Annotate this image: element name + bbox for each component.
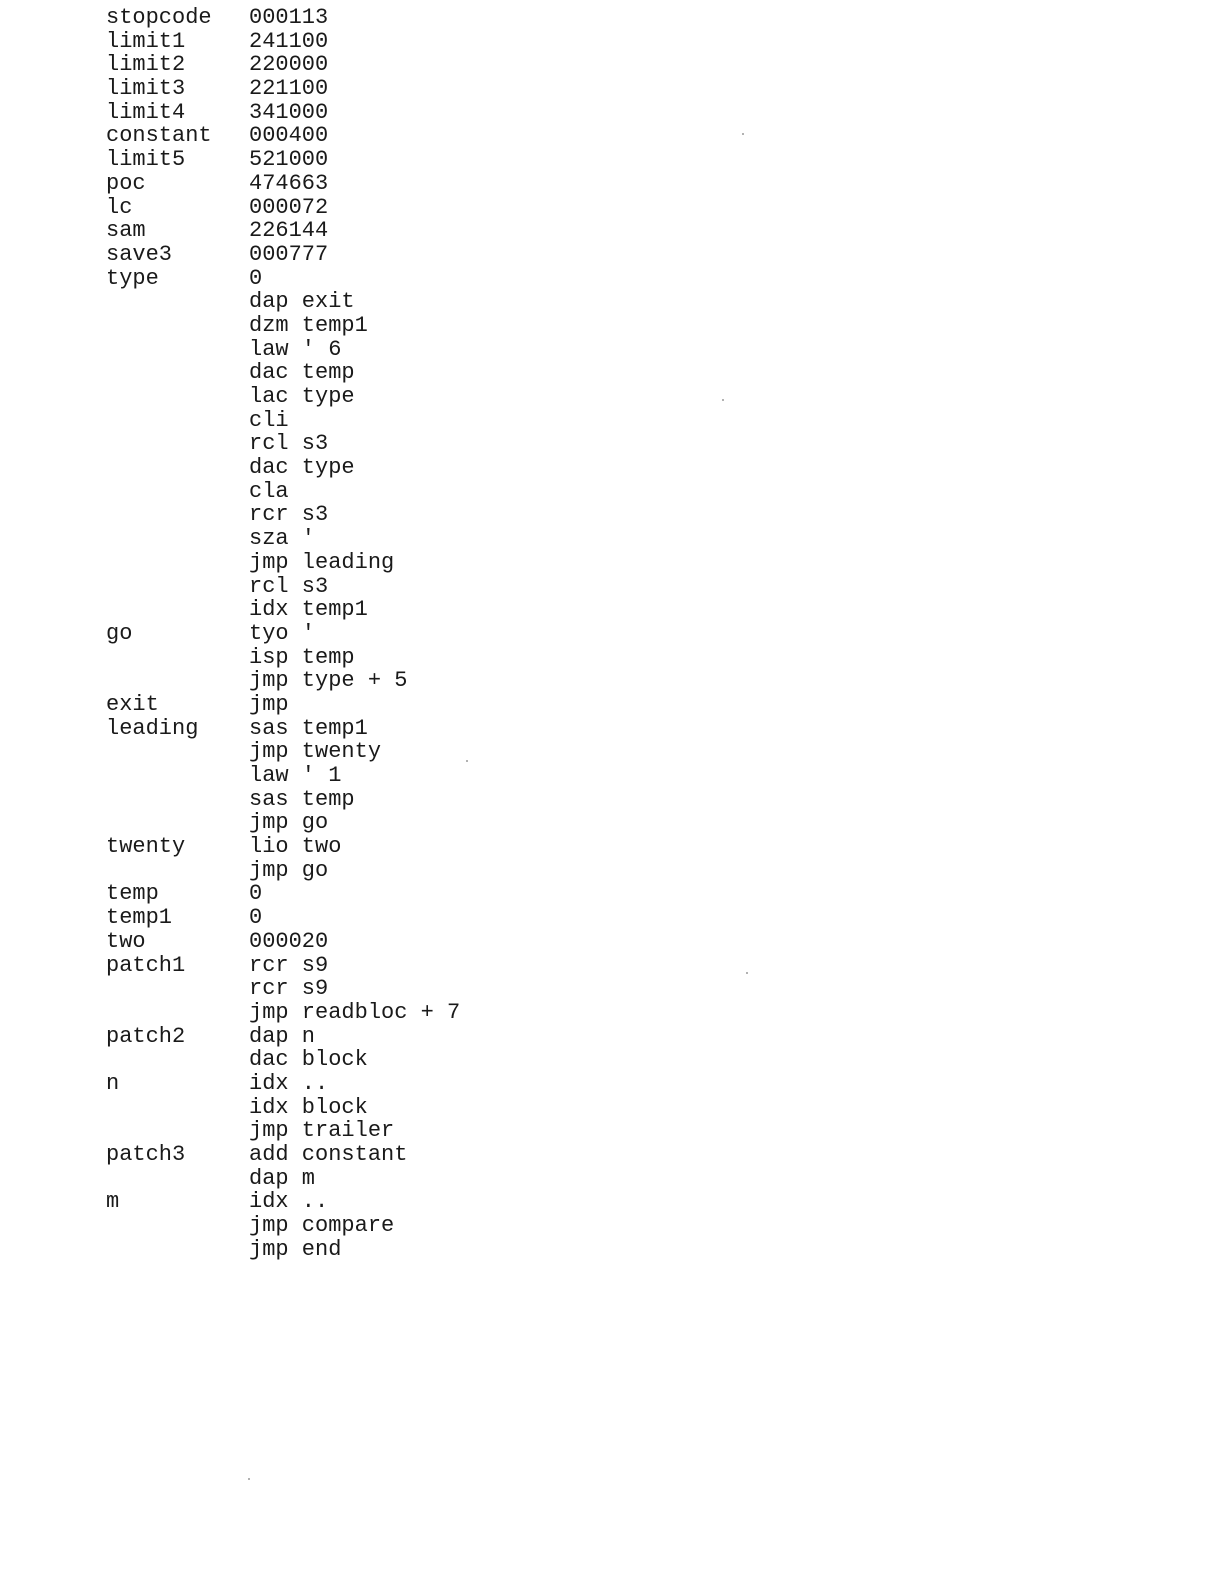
instruction: dac temp	[249, 360, 355, 386]
symbol-label	[106, 1238, 249, 1262]
symbol-label: temp	[106, 881, 159, 907]
listing-row	[106, 30, 626, 54]
listing-row	[106, 835, 626, 859]
instruction: jmp leading	[249, 549, 395, 575]
listing-row	[106, 503, 626, 527]
instruction: dzm temp1	[249, 312, 368, 338]
listing-row	[106, 480, 626, 504]
instruction: sza '	[249, 526, 316, 552]
listing-row	[106, 314, 626, 338]
listing-row	[106, 551, 626, 575]
instruction: 000072	[249, 194, 329, 220]
instruction: sas temp	[249, 786, 355, 812]
listing-row	[106, 409, 626, 433]
instruction: 0	[249, 881, 263, 907]
symbol-label	[106, 338, 249, 362]
listing-row	[106, 930, 626, 954]
instruction: jmp go	[249, 810, 329, 836]
symbol-label: m	[106, 1189, 120, 1215]
paper-speck	[722, 399, 724, 401]
paper-speck	[742, 133, 744, 135]
listing-row	[106, 243, 626, 267]
listing-row	[106, 811, 626, 835]
symbol-label	[106, 290, 249, 314]
listing-row	[106, 53, 626, 77]
symbol-label: patch2	[106, 1023, 186, 1049]
paper-speck	[466, 760, 468, 762]
symbol-label: save3	[106, 241, 173, 267]
symbol-label: limit3	[106, 76, 186, 102]
symbol-label: two	[106, 928, 146, 954]
listing-row	[106, 148, 626, 172]
symbol-label	[106, 977, 249, 1001]
instruction: 221100	[249, 76, 329, 102]
instruction: rcr s9	[249, 952, 329, 978]
instruction: rcl s3	[249, 431, 329, 457]
symbol-label	[106, 409, 249, 433]
listing-row	[106, 527, 626, 551]
listing-row	[106, 1096, 626, 1120]
paper-speck	[746, 972, 748, 974]
listing-row	[106, 432, 626, 456]
listing-row	[106, 788, 626, 812]
listing-row	[106, 77, 626, 101]
listing-row	[106, 954, 626, 978]
listing-row	[106, 1025, 626, 1049]
listing-row	[106, 717, 626, 741]
listing-row	[106, 1119, 626, 1143]
listing-row	[106, 1238, 626, 1262]
symbol-label	[106, 811, 249, 835]
listing-row	[106, 1167, 626, 1191]
symbol-label	[106, 527, 249, 551]
instruction: 220000	[249, 52, 329, 78]
listing-row	[106, 740, 626, 764]
instruction: law ' 6	[249, 336, 342, 362]
symbol-label: patch1	[106, 952, 186, 978]
listing-row	[106, 764, 626, 788]
symbol-label	[106, 1214, 249, 1238]
symbol-label	[106, 551, 249, 575]
symbol-label	[106, 314, 249, 338]
symbol-label	[106, 575, 249, 599]
instruction: 000020	[249, 928, 329, 954]
listing-row	[106, 906, 626, 930]
instruction: jmp readbloc + 7	[249, 999, 461, 1025]
listing-row	[106, 598, 626, 622]
instruction: 000400	[249, 123, 329, 149]
assembly-listing	[106, 6, 626, 1261]
listing-row	[106, 882, 626, 906]
instruction: dap n	[249, 1023, 316, 1049]
symbol-label	[106, 859, 249, 883]
listing-row	[106, 622, 626, 646]
listing-row	[106, 977, 626, 1001]
symbol-label	[106, 480, 249, 504]
symbol-label	[106, 1001, 249, 1025]
symbol-label: limit1	[106, 28, 186, 54]
instruction: law ' 1	[249, 763, 342, 788]
instruction: 474663	[249, 170, 329, 196]
listing-row	[106, 859, 626, 883]
instruction: jmp type + 5	[249, 668, 408, 694]
symbol-label	[106, 598, 249, 622]
instruction: cla	[249, 478, 289, 504]
listing-row	[106, 456, 626, 480]
listing-row	[106, 290, 626, 314]
listing-row	[106, 693, 626, 717]
instruction: jmp	[249, 691, 289, 717]
instruction: 226144	[249, 218, 329, 244]
instruction: isp temp	[249, 644, 355, 670]
instruction: 0	[249, 265, 263, 291]
instruction: cli	[249, 407, 289, 433]
instruction: rcl s3	[249, 573, 329, 599]
symbol-label	[106, 669, 249, 693]
instruction: 521000	[249, 147, 329, 173]
instruction: lio two	[249, 834, 342, 860]
listing-row	[106, 1143, 626, 1167]
listing-row	[106, 575, 626, 599]
symbol-label	[106, 740, 249, 764]
listing-row	[106, 669, 626, 693]
symbol-label: lc	[106, 194, 133, 220]
instruction: jmp go	[249, 857, 329, 883]
listing-row	[106, 6, 626, 30]
instruction: rcr s9	[249, 976, 329, 1002]
listing-row	[106, 124, 626, 148]
instruction: jmp twenty	[249, 739, 382, 765]
symbol-label	[106, 764, 249, 788]
listing-row	[106, 385, 626, 409]
instruction: jmp trailer	[249, 1118, 395, 1144]
listing-row	[106, 101, 626, 125]
symbol-label: limit4	[106, 99, 186, 125]
symbol-label	[106, 788, 249, 812]
listing-row	[106, 219, 626, 243]
instruction: 0	[249, 905, 263, 931]
listing-row	[106, 172, 626, 196]
listing-row	[106, 1214, 626, 1238]
instruction: 000777	[249, 241, 329, 267]
symbol-label	[106, 385, 249, 409]
listing-row	[106, 1048, 626, 1072]
instruction: dap exit	[249, 289, 355, 315]
instruction: jmp compare	[249, 1213, 395, 1239]
symbol-label: n	[106, 1070, 120, 1096]
instruction: idx ..	[249, 1189, 329, 1215]
symbol-label: leading	[106, 715, 199, 741]
instruction: rcr s3	[249, 502, 329, 528]
symbol-label: limit2	[106, 52, 186, 78]
listing-row	[106, 196, 626, 220]
symbol-label	[106, 432, 249, 456]
symbol-label: patch3	[106, 1142, 186, 1167]
instruction: lac type	[249, 384, 355, 409]
listing-row	[106, 338, 626, 362]
symbol-label	[106, 1167, 249, 1191]
instruction: idx block	[249, 1094, 368, 1120]
instruction: dap m	[249, 1165, 316, 1191]
symbol-label: constant	[106, 123, 212, 149]
symbol-label	[106, 456, 249, 480]
listing-row	[106, 267, 626, 291]
symbol-label	[106, 1119, 249, 1143]
listing-row	[106, 1001, 626, 1025]
listing-row	[106, 361, 626, 385]
instruction: jmp end	[249, 1236, 342, 1262]
instruction: add constant	[249, 1142, 408, 1167]
instruction: 000113	[249, 5, 329, 30]
symbol-label: sam	[106, 218, 146, 244]
instruction: idx ..	[249, 1070, 329, 1096]
symbol-label	[106, 503, 249, 527]
instruction: dac block	[249, 1047, 368, 1073]
instruction: idx temp1	[249, 597, 368, 623]
symbol-label	[106, 1096, 249, 1120]
listing-row	[106, 646, 626, 670]
instruction: tyo '	[249, 620, 316, 646]
symbol-label: type	[106, 265, 159, 291]
symbol-label: exit	[106, 691, 159, 717]
listing-row	[106, 1072, 626, 1096]
instruction: sas temp1	[249, 715, 368, 741]
instruction: 341000	[249, 99, 329, 125]
symbol-label: twenty	[106, 834, 186, 860]
instruction: dac type	[249, 455, 355, 481]
symbol-label: go	[106, 620, 133, 646]
symbol-label: poc	[106, 170, 146, 196]
symbol-label: stopcode	[106, 5, 212, 30]
instruction: 241100	[249, 28, 329, 54]
symbol-label: temp1	[106, 905, 173, 931]
symbol-label	[106, 1048, 249, 1072]
symbol-label	[106, 646, 249, 670]
symbol-label: limit5	[106, 147, 186, 173]
paper-speck	[248, 1478, 250, 1480]
listing-row	[106, 1190, 626, 1214]
symbol-label	[106, 361, 249, 385]
